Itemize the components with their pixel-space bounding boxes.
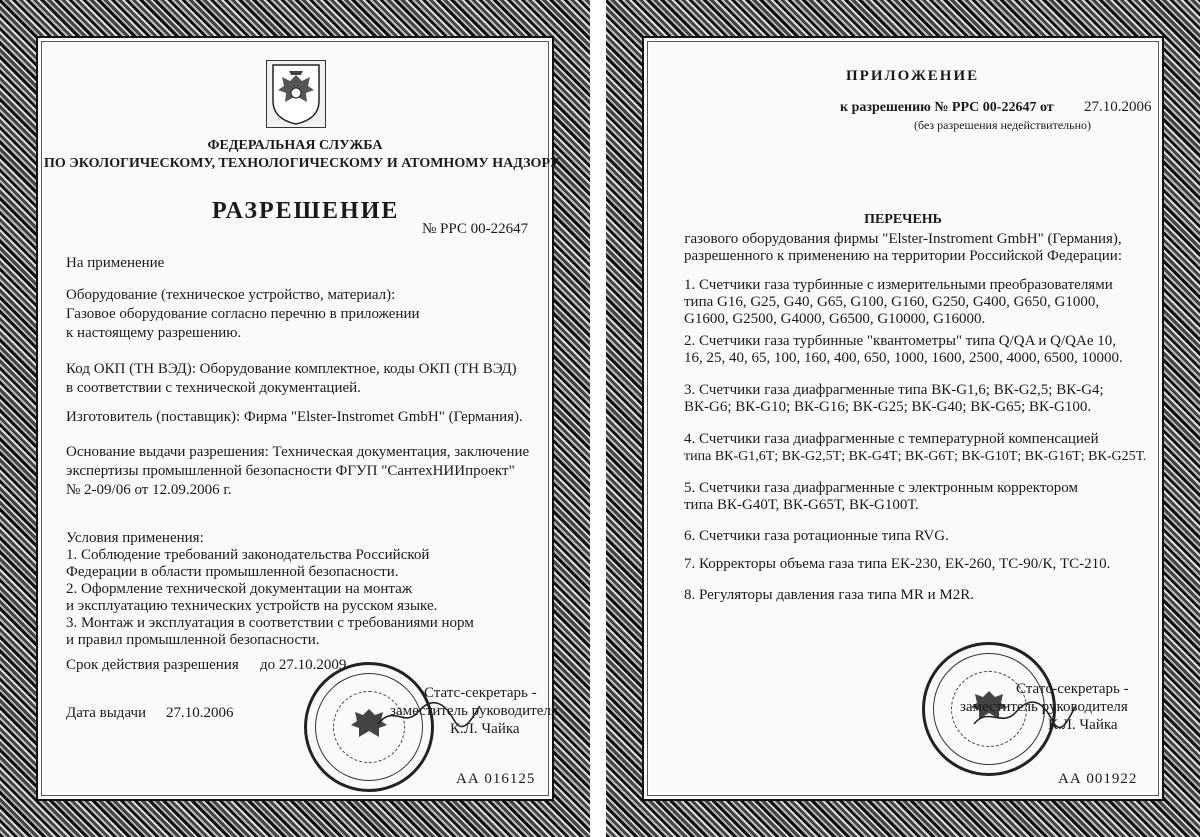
conditions-line: Условия применения: [66, 530, 204, 546]
list-item: 6. Счетчики газа ротационные типа RVG. [684, 528, 949, 544]
list-item: 4. Счетчики газа диафрагменные с температурной компенсацией [684, 431, 1099, 447]
signer-title: Статс-секретарь - [424, 685, 537, 701]
signer-name: К.Л. Чайка [450, 721, 520, 737]
form-serial-number: АА 001922 [1058, 771, 1138, 787]
appendix-paper [650, 44, 1156, 793]
list-item: 16, 25, 40, 65, 100, 160, 400, 650, 1000, 1600, 2500, 4000, 6500, 10000. [684, 350, 1123, 366]
list-item: 7. Корректоры объема газа типа ЕК-230, ЕК-260, ТС-90/К, ТС-210. [684, 556, 1111, 572]
list-item: 1. Счетчики газа турбинные с измерительными преобразователями [684, 277, 1113, 293]
list-item: ВК-G6; ВК-G10; ВК-G16; ВК-G25; ВК-G40; ВК-G65; ВК-G100. [684, 399, 1092, 415]
form-serial-number: АА 016125 [456, 771, 536, 787]
manufacturer: Изготовитель (поставщик): Фирма "Elster-Instromet GmbH" (Германия). [66, 409, 523, 425]
equipment-line: Оборудование (техническое устройство, материал): [66, 287, 396, 303]
document-title: РАЗРЕШЕНИЕ [212, 198, 400, 224]
signature [374, 694, 484, 734]
coat-of-arms-emblem [266, 60, 326, 128]
signature [970, 694, 1080, 734]
list-item: 5. Счетчики газа диафрагменные с электронным корректором [684, 480, 1078, 496]
appendix-note: (без разрешения недействительно) [914, 118, 1092, 132]
list-item: 8. Регуляторы давления газа типа MR и M2R. [684, 587, 975, 603]
issue-label: Дата выдачи [66, 705, 147, 721]
conditions-line: и правил промышленной безопасности. [66, 632, 320, 648]
agency-line-2: ПО ЭКОЛОГИЧЕСКОМУ, ТЕХНОЛОГИЧЕСКОМУ И АТОМНОМУ НАДЗОРУ [44, 156, 560, 171]
list-item: 2. Счетчики газа турбинные "квантометры" типа Q/QA и Q/QAe 10, [684, 333, 1116, 349]
conditions-line: Федерации в области промышленной безопасности. [66, 564, 399, 580]
list-item: типа ВК-G40Т, ВК-G65Т, ВК-G100Т. [684, 497, 919, 513]
list-item: типа ВК-G1,6Т; ВК-G2,5Т; ВК-G4Т; ВК-G6Т; ВК-G10Т; ВК-G16Т; ВК-G25Т. [684, 449, 1147, 464]
permit-paper [44, 44, 560, 793]
appendix-reference: к разрешению № РРС 00-22647 от [840, 100, 1054, 115]
basis-line: № 2-09/06 от 12.09.2006 г. [66, 482, 232, 498]
validity-label: Срок действия разрешения [66, 657, 239, 673]
list-item: типа G16, G25, G40, G65, G100, G160, G250, G400, G650, G1000, [684, 294, 1100, 310]
okp-line: Код ОКП (ТН ВЭД): Оборудование комплектное, коды ОКП (ТН ВЭД) [66, 361, 517, 377]
validity-value: до 27.10.2009 [260, 657, 347, 673]
conditions-line: 1. Соблюдение требований законодательства Российской [66, 547, 430, 563]
basis-line: Основание выдачи разрешения: Техническая документация, заключение [66, 444, 530, 460]
list-item: G1600, G2500, G4000, G6500, G10000, G16000. [684, 311, 986, 327]
list-subtitle: разрешенного к применению на территории Российской Федерации: [684, 248, 1122, 264]
appendix-page [606, 0, 1200, 837]
issue-value: 27.10.2006 [166, 705, 234, 721]
basis-line: экспертизы промышленной безопасности ФГУП "СантехНИИпроект" [66, 463, 515, 479]
okp-line: в соответствии с технической документацией. [66, 380, 361, 396]
conditions-line: 3. Монтаж и эксплуатация в соответствии с требованиями норм [66, 615, 474, 631]
permit-page [0, 0, 590, 837]
list-subtitle: газового оборудования фирмы "Elster-Instroment GmbH" (Германия), [684, 231, 1122, 247]
signer-title: заместитель руководителя [960, 699, 1128, 715]
appendix-reference-date: 27.10.2006 [1084, 99, 1152, 115]
equipment-line: к настоящему разрешению. [66, 325, 242, 341]
equipment-line: Газовое оборудование согласно перечню в приложении [66, 306, 420, 322]
conditions-line: 2. Оформление технической документации на монтаж [66, 581, 413, 597]
appendix-title: ПРИЛОЖЕНИЕ [846, 68, 980, 84]
conditions-line: и эксплуатацию технических устройств на русском языке. [66, 598, 438, 614]
permit-number: № РРС 00-22647 [422, 221, 529, 237]
signer-name: К.Л. Чайка [1048, 717, 1118, 733]
purpose: На применение [66, 255, 165, 271]
signer-title: Статс-секретарь - [1016, 681, 1129, 697]
signer-title: заместитель руководителя [390, 703, 558, 719]
list-title: ПЕРЕЧЕНЬ [864, 212, 942, 227]
list-item: 3. Счетчики газа диафрагменные типа ВК-G1,6; ВК-G2,5; ВК-G4; [684, 382, 1104, 398]
agency-line-1: ФЕДЕРАЛЬНАЯ СЛУЖБА [207, 138, 383, 153]
